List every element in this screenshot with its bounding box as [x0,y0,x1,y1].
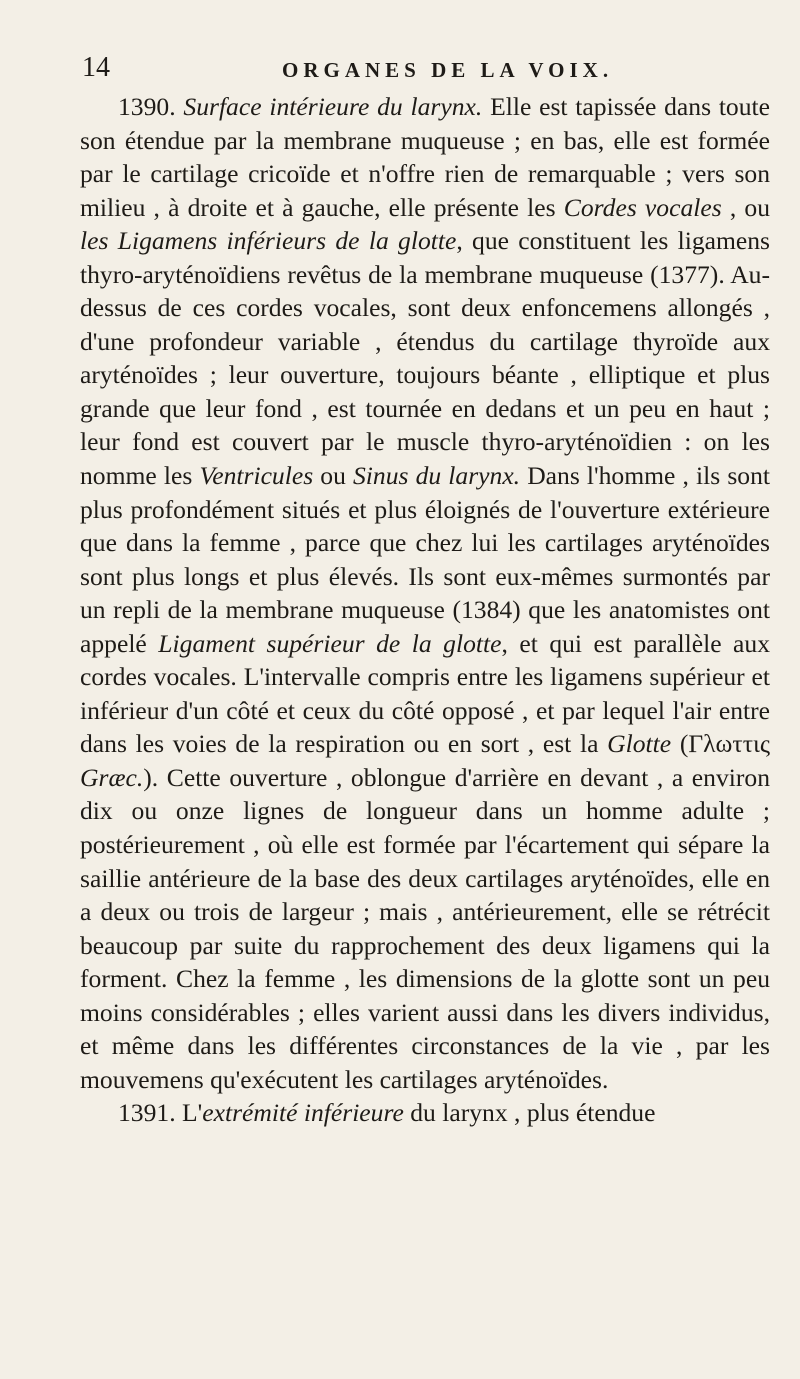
page-number: 14 [82,52,110,83]
paragraph-1391 [80,1096,770,1130]
page-header [82,50,762,90]
text-run: , ou [721,192,770,222]
italic-term: Sinus du larynx. [353,461,521,491]
text-run: Elle est tapissée dans toute son étendue par la membrane muqueuse ; en bas, elle est formée par le cartilage cricoïde et n'offre rien de remarquable ; vers son milieu , à droite et à gauche, elle présente les [80,92,770,222]
italic-term: Ventricules [199,461,314,491]
italic-term: Græc. [80,762,144,792]
text-run: , que constituent les ligamens thyro-aryténoïdiens revêtus de la membrane muqueuse (1377). Au-dessus de ces cordes vocales, sont deux enfoncemens allongés , d'une profondeur variable , étendus du cartilage thyroïde aux aryténoïdes ; leur ouverture, toujours béante , elliptique et plus grande que leur fond , est tournée en dedans et un peu en haut ; leur fond est couvert par le muscle thyro-aryténoïdien : on les nomme les [80,226,771,491]
paragraph-1390 [80,90,770,1096]
italic-term: Glotte [607,729,672,759]
paragraph-number: 1390. [118,92,176,121]
text-run: Dans l'homme , ils sont plus profondément situés et plus éloignés de l'ouverture extérieure que dans la femme , parce que chez lui les cartilages aryténoïdes sont plus longs et plus élevés. Ils sont eux-mêmes surmontés par un repli de la membrane muqueuse (1384) que les anatomistes ont appelé [80,461,770,658]
body-text [80,90,770,1130]
italic-term: Cordes vocales [563,192,722,222]
text-run: (Γλωττις [671,729,770,759]
running-title: ORGANES DE LA VOIX. [282,58,614,82]
italic-term: extrémité inférieure [202,1098,404,1128]
paragraph-number: 1391. [118,1098,176,1128]
italic-term: les Ligamens inférieurs de la glotte [80,226,457,256]
text-run: ). Cette ouverture , oblongue d'arrière en devant , a environ dix ou onze lignes de longueur dans un homme adulte ; postérieurement , où elle est formée par l'écartement qui sépare la saillie antérieure de la base des deux cartilages aryténoïdes, elle en a deux ou trois de largeur ; mais , antérieurement, elle se rétrécit beaucoup par suite du rapprochement des deux ligamens qui la forment. Chez la femme , les dimensions de la glotte sont un peu moins considérables ; elles varient aussi dans les divers individus, et même dans les différentes circonstances de la vie , par les mouvemens qu'exécutent les cartilages aryténoïdes. [80,762,770,1094]
text-run: , et qui est parallèle aux cordes vocales. L'intervalle compris entre les ligamens supérieur et inférieur d'un côté et ceux du côté opposé , et par lequel l'air entre dans les voies de la respiration ou en sort , est la [80,628,771,759]
text-run: L' [175,1098,203,1128]
italic-term: Ligament supérieur de la glotte [158,628,502,658]
section-title: Surface intérieure du larynx. [183,92,483,121]
text-run: du larynx , plus étendue [403,1098,656,1128]
text-run: ou [313,461,353,491]
